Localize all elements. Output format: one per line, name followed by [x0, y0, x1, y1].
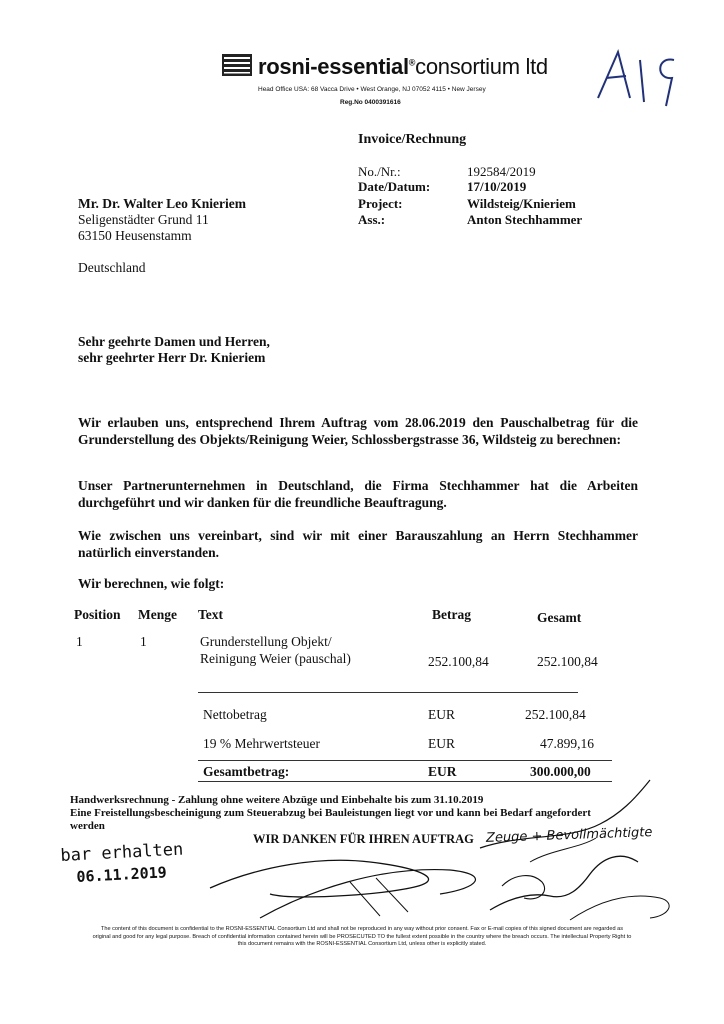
company-name: rosni-essential®consortium ltd — [258, 54, 548, 79]
table-divider — [198, 692, 578, 693]
company-name-bold: rosni-essential — [258, 54, 409, 79]
corner-mark-text — [590, 40, 592, 41]
mwst-label: 19 % Mehrwertsteuer — [203, 736, 320, 751]
company-logo-icon — [222, 54, 252, 76]
body-paragraph-4: Wir berechnen, wie folgt: — [78, 576, 225, 591]
salutation-line-1: Sehr geehrte Damen und Herren, — [78, 334, 270, 349]
salutation-line-2: sehr geehrter Herr Dr. Knieriem — [78, 350, 266, 365]
row-betrag: 252.100,84 — [428, 654, 489, 669]
thanks-line: WIR DANKEN FÜR IHREN AUFTRAG — [253, 832, 474, 846]
project-value: Wildsteig/Knieriem — [467, 196, 576, 211]
date-label: Date/Datum: — [358, 179, 431, 194]
table-header-betrag: Betrag — [432, 607, 471, 622]
mwst-value: 47.899,16 — [540, 736, 594, 751]
table-header-gesamt: Gesamt — [537, 610, 582, 625]
payment-note: Handwerksrechnung - Zahlung ohne weitere Abzüge und Einbehalte bis zum 31.10.2019 — [70, 794, 484, 806]
row-gesamt: 252.100,84 — [537, 654, 598, 669]
date-value: 17/10/2019 — [467, 179, 527, 194]
invoice-number-value: 192584/2019 — [467, 164, 536, 179]
table-header-text: Text — [198, 607, 224, 622]
row-position: 1 — [76, 634, 83, 649]
handwritten-received-date: 06.11.2019 — [76, 863, 168, 886]
body-paragraph-3: Wie zwischen uns vereinbart, sind wir mit einer Barauszahlung an Herrn Stechhammer natürlich einverstanden. — [78, 528, 638, 560]
corner-handwritten-mark — [590, 40, 690, 110]
netto-value: 252.100,84 — [525, 707, 586, 722]
body-paragraph-1: Wir erlauben uns, entsprechend Ihrem Auftrag vom 28.06.2019 den Pauschalbetrag für die Grunderstellung des Objekts/Reinigung Weier, Schlossbergstrasse 36, Wildsteig zu berechnen: — [78, 415, 638, 447]
company-name-light: consortium ltd — [415, 54, 548, 79]
gesamt-currency: EUR — [428, 764, 457, 779]
handwritten-received: bar erhalten — [60, 839, 184, 866]
corner-mark-scribble-icon — [590, 40, 690, 110]
row-text-line-1: Grunderstellung Objekt/ — [200, 634, 332, 649]
exemption-note: Eine Freistellungsbescheinigung zum Steuerabzug bei Bauleistungen liegt vor und kann bei Bedarf angefordert — [70, 807, 591, 819]
netto-label: Nettobetrag — [203, 707, 267, 722]
netto-currency: EUR — [428, 707, 455, 722]
row-menge: 1 — [140, 634, 147, 649]
ass-value: Anton Stechhammer — [467, 212, 583, 227]
invoice-number-label: No./Nr.: — [358, 164, 401, 179]
recipient-country: Deutschland — [78, 260, 146, 275]
ass-label: Ass.: — [358, 212, 386, 227]
mwst-currency: EUR — [428, 736, 455, 751]
table-header-menge: Menge — [138, 607, 177, 622]
exemption-note-end: werden — [70, 820, 105, 832]
gesamt-value: 300.000,00 — [530, 764, 591, 779]
totals-divider — [198, 760, 612, 761]
recipient-city: 63150 Heusenstamm — [78, 228, 192, 243]
signature-scribbles-icon — [150, 770, 690, 940]
gesamt-label: Gesamtbetrag: — [203, 764, 290, 779]
row-text-line-2: Reinigung Weier (pauschal) — [200, 651, 351, 666]
handwritten-witness: Zeuge + Bevollmächtigte — [485, 825, 653, 846]
invoice-title: Invoice/Rechnung — [358, 132, 467, 147]
recipient-name: Mr. Dr. Walter Leo Knieriem — [78, 196, 246, 211]
recipient-street: Seligenstädter Grund 11 — [78, 212, 209, 227]
confidentiality-fine-print: The content of this document is confidential to the ROSNI-ESSENTIAL Consortium Ltd and shall not be reproduced in any way without prior consent. Fax or E-mail copies of this signed document are regarded as original and good for any legal purpose. Breach of confidential information contained herein will be PROSECUTED TO the fullest extent possible in the country where the breach occurs. The intellectual Property Right to this document remains with the ROSNI-ESSENTIAL Consortium Ltd, unless other is explicitly stated. — [92, 926, 632, 947]
head-office-address: Head Office USA: 68 Vacca Drive • West Orange, NJ 07052 4115 • New Jersey — [258, 86, 486, 93]
body-paragraph-2: Unser Partnerunternehmen in Deutschland, die Firma Stechhammer hat die Arbeiten durchgeführt und wir danken für die freundliche Beauftragung. — [78, 478, 638, 510]
registration-number: Reg.No 0400391616 — [340, 99, 401, 106]
table-header-position: Position — [74, 607, 121, 622]
project-label: Project: — [358, 196, 403, 211]
